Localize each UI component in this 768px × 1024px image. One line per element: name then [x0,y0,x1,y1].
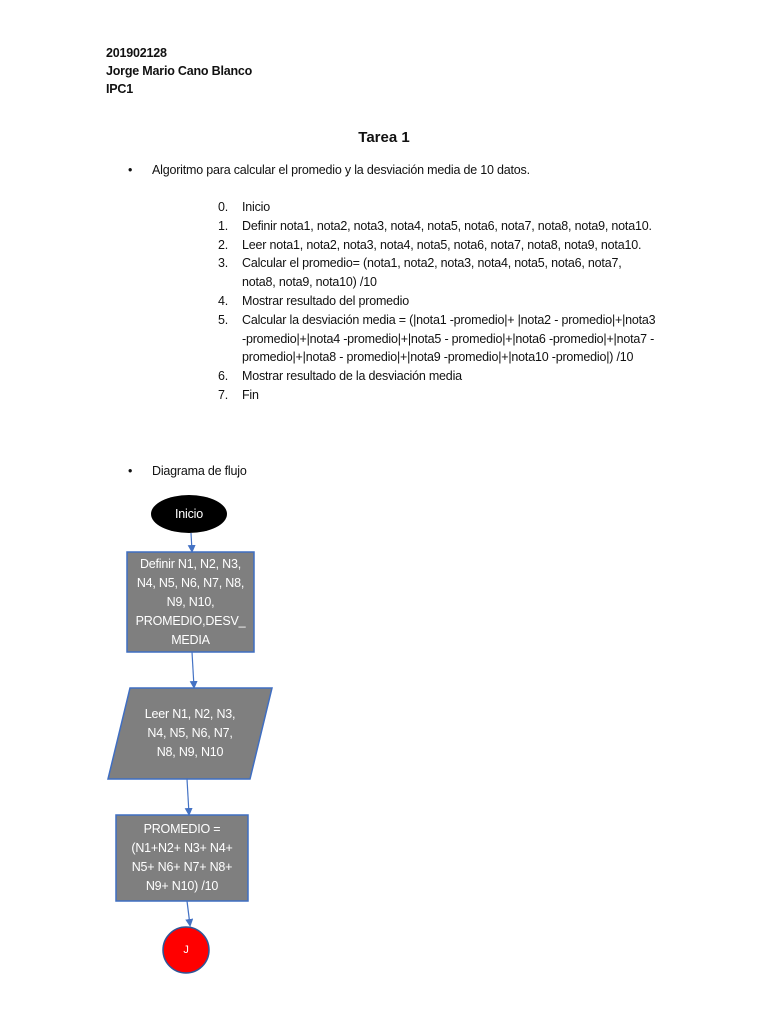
bullet-dot: • [128,163,133,177]
flow-arrow [191,533,192,551]
step-text: Mostrar resultado de la desviación media [242,369,462,384]
start-terminal-label: Inicio [175,506,203,521]
bullet-dot: • [128,464,133,478]
course-code: IPC1 [106,82,133,96]
connector-label: J [183,943,189,956]
step-text: Definir nota1, nota2, nota3, nota4, nota5, nota6, nota7, nota8, nota9, nota10. [242,218,652,233]
flow-arrow [192,652,194,687]
page-title: Tarea 1 [358,129,410,146]
step-number: 3. [218,256,229,271]
bullet-algorithm-text: Algoritmo para calcular el promedio y la desviación media de 10 datos. [152,163,530,177]
student-id: 201902128 [106,46,167,60]
step-text: Fin [242,387,259,402]
step-number: 7. [218,387,229,402]
define-box-label: Definir N1, N2, N3, N4, N5, N6, N7, N8, N9, N10, PROMEDIO,DESV_ MEDIA [135,556,246,647]
read-parallelogram-label: Leer N1, N2, N3, N4, N5, N6, N7, N8, N9, N10 [144,706,236,759]
student-name: Jorge Mario Cano Blanco [106,64,253,78]
step-number: 4. [218,293,229,308]
step-number: 0. [218,200,229,214]
step-text: Mostrar resultado del promedio [242,293,409,308]
step-text: Inicio [242,200,270,214]
flow-arrow [187,901,190,925]
step-number: 2. [218,237,229,252]
step-number: 1. [218,218,229,233]
bullet-flowchart-text: Diagrama de flujo [152,464,247,478]
step-text: Calcular el promedio= (nota1, nota2, nota3, nota4, nota5, nota6, nota7, nota8, nota9, nota10) /10 [242,256,622,290]
step-number: 6. [218,369,229,384]
step-number: 5. [218,312,229,327]
flow-arrow [187,779,189,814]
step-text: Leer nota1, nota2, nota3, nota4, nota5, nota6, nota7, nota8, nota9, nota10. [242,237,642,252]
process-box-label: PROMEDIO = (N1+N2+ N3+ N4+ N5+ N6+ N7+ N8+ N9+ N10) /10 [131,822,233,893]
step-text: Calcular la desviación media = (|nota1 -promedio|+ |nota2 - promedio|+|nota3 -promedio|+|nota4 -promedio|+|nota5 - promedio|+|nota6 -promedio|+|nota7 -promedio|+|nota8 - promedio|+|nota9 -promedio|+|nota10 -promedio|) /10 [242,312,656,365]
